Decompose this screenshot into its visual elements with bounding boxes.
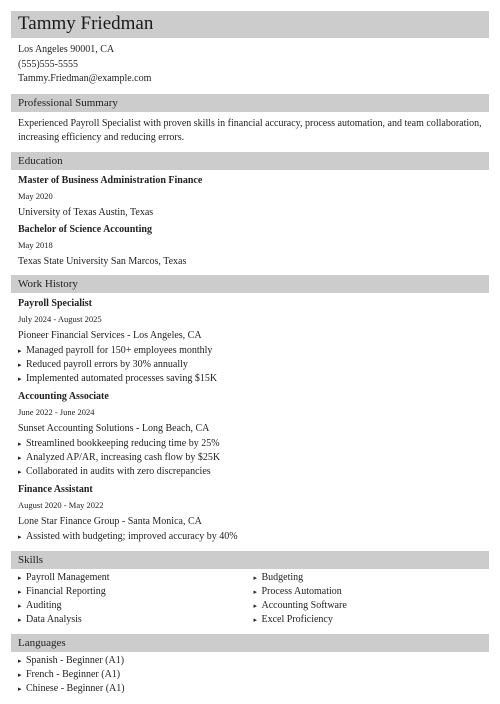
list-item: ▸ Spanish - Beginner (A1)	[18, 654, 125, 666]
contact-location: Los Angeles 90001, CA	[18, 44, 115, 55]
job-bullets	[18, 530, 489, 544]
job-entry	[18, 298, 489, 386]
job-dates: June 2022 - June 2024	[18, 406, 95, 417]
job-company: Sunset Accounting Solutions - Long Beach, CA	[18, 422, 210, 434]
list-item: ▸ Chinese - Beginner (A1)	[18, 682, 125, 694]
bullet-icon: ▸	[18, 587, 22, 596]
education-heading: Education	[11, 152, 489, 170]
bullet-icon: ▸	[18, 453, 22, 462]
list-item: ▸ Implemented automated processes saving $15K	[18, 372, 218, 384]
bullet-icon: ▸	[18, 670, 22, 679]
name-header	[11, 11, 489, 38]
degree-title: Bachelor of Science Accounting	[18, 223, 152, 235]
bullet-icon: ▸	[253, 615, 258, 624]
list-item: ▸ Collaborated in audits with zero discrepancies	[18, 465, 211, 477]
list-item: ▸ Excel Proficiency	[253, 613, 333, 625]
job-bullets	[18, 344, 489, 386]
degree-date: May 2020	[18, 190, 53, 201]
job-dates: August 2020 - May 2022	[18, 499, 104, 510]
list-item: ▸ Assisted with budgeting; improved accuracy by 40%	[18, 530, 238, 542]
contact-info	[18, 43, 489, 87]
contact-email: Tammy.Friedman@example.com	[18, 73, 152, 84]
list-item: ▸ Auditing	[18, 599, 62, 611]
bullet-icon: ▸	[253, 573, 258, 582]
skills-left-list	[18, 571, 254, 627]
job-bullets	[18, 437, 489, 479]
job-entry	[18, 391, 489, 479]
bullet-icon: ▸	[18, 467, 22, 476]
list-item: ▸ Managed payroll for 150+ employees monthly	[18, 344, 213, 356]
languages-list	[18, 654, 489, 696]
bullet-icon: ▸	[18, 601, 22, 610]
list-item: ▸ Financial Reporting	[18, 585, 106, 597]
bullet-icon: ▸	[18, 684, 22, 693]
list-item: ▸ Process Automation	[253, 585, 342, 597]
education-entry	[18, 224, 489, 268]
job-entry	[18, 484, 489, 544]
job-company: Lone Star Finance Group - Santa Monica, CA	[18, 515, 202, 527]
summary-heading: Professional Summary	[11, 94, 489, 112]
job-title: Finance Assistant	[18, 483, 93, 495]
contact-phone: (555)555-5555	[18, 58, 78, 70]
bullet-icon: ▸	[18, 346, 22, 355]
job-title: Payroll Specialist	[18, 297, 92, 309]
skills-right-list	[254, 571, 490, 627]
bullet-icon: ▸	[18, 439, 22, 448]
job-title: Accounting Associate	[18, 390, 109, 402]
bullet-icon: ▸	[253, 601, 258, 610]
list-item: ▸ French - Beginner (A1)	[18, 668, 121, 680]
list-item: ▸ Reduced payroll errors by 30% annually	[18, 358, 188, 370]
bullet-icon: ▸	[18, 374, 22, 383]
degree-title: Master of Business Administration Finance	[18, 174, 203, 186]
list-item: ▸ Payroll Management	[18, 571, 110, 583]
bullet-icon: ▸	[18, 615, 22, 624]
school-name: Texas State University San Marcos, Texas	[18, 255, 187, 267]
bullet-icon: ▸	[18, 360, 22, 369]
list-item: ▸ Budgeting	[253, 571, 304, 583]
school-name: University of Texas Austin, Texas	[18, 206, 154, 218]
work-history-heading: Work History	[11, 275, 489, 293]
list-item: ▸ Streamlined bookkeeping reducing time by 25%	[18, 437, 220, 449]
bullet-icon: ▸	[18, 573, 22, 582]
list-item: ▸ Accounting Software	[253, 599, 347, 611]
list-item: ▸ Analyzed AP/AR, increasing cash flow by $25K	[18, 451, 221, 463]
bullet-icon: ▸	[253, 587, 258, 596]
skills-heading: Skills	[11, 551, 489, 569]
job-dates: July 2024 - August 2025	[18, 313, 102, 324]
bullet-icon: ▸	[18, 532, 22, 541]
degree-date: May 2018	[18, 239, 53, 250]
candidate-name: Tammy Friedman	[18, 13, 154, 34]
education-entry	[18, 175, 489, 219]
skills-columns	[18, 569, 489, 627]
job-company: Pioneer Financial Services - Los Angeles, CA	[18, 329, 202, 341]
languages-heading: Languages	[11, 634, 489, 652]
list-item: ▸ Data Analysis	[18, 613, 82, 625]
bullet-icon: ▸	[18, 656, 22, 665]
summary-text: Experienced Payroll Specialist with proven skills in financial accuracy, process automation, and team collaboration, increasing efficiency and reducing errors.	[18, 117, 482, 143]
